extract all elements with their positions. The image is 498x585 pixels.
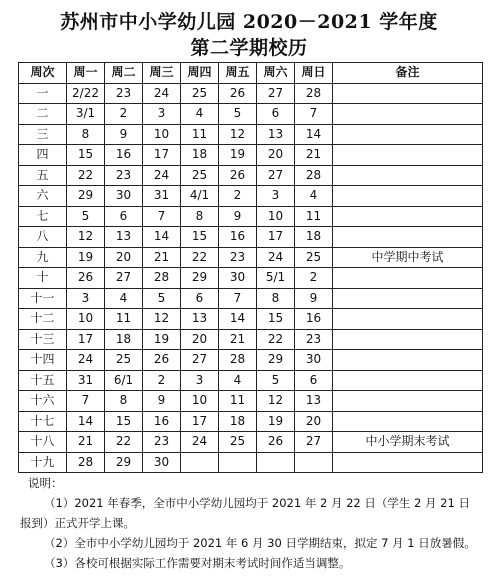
date-cell: 30 — [295, 350, 333, 371]
date-cell: 27 — [181, 350, 219, 371]
date-cell: 6 — [257, 104, 295, 125]
date-cell: 14 — [67, 411, 105, 432]
week-cell: 十 — [19, 268, 67, 289]
date-cell: 19 — [257, 411, 295, 432]
date-cell: 26 — [257, 432, 295, 453]
table-row — [19, 350, 483, 371]
date-cell: 4/1 — [181, 186, 219, 207]
date-cell: 18 — [181, 145, 219, 166]
week-cell: 十五 — [19, 370, 67, 391]
date-cell: 17 — [181, 411, 219, 432]
date-cell: 26 — [219, 83, 257, 104]
week-cell: 九 — [19, 247, 67, 268]
date-cell: 24 — [143, 83, 181, 104]
date-cell: 29 — [67, 186, 105, 207]
table-row — [19, 247, 483, 268]
date-cell: 28 — [143, 268, 181, 289]
date-cell: 9 — [295, 288, 333, 309]
week-cell: 十四 — [19, 350, 67, 371]
date-cell: 13 — [257, 124, 295, 145]
remark-cell — [333, 329, 483, 350]
date-cell: 9 — [143, 391, 181, 412]
date-cell: 23 — [143, 432, 181, 453]
date-cell: 30 — [143, 452, 181, 473]
week-cell: 三 — [19, 124, 67, 145]
date-cell: 30 — [219, 268, 257, 289]
date-cell: 10 — [67, 309, 105, 330]
table-row — [19, 309, 483, 330]
week-cell: 十三 — [19, 329, 67, 350]
date-cell: 21 — [67, 432, 105, 453]
column-header: 周四 — [181, 63, 219, 84]
table-row — [19, 227, 483, 248]
week-cell: 十八 — [19, 432, 67, 453]
date-cell: 16 — [105, 145, 143, 166]
date-cell: 8 — [181, 206, 219, 227]
date-cell: 7 — [219, 288, 257, 309]
table-row — [19, 104, 483, 125]
note-2: （2）全市中小学幼儿园均于 2021 年 6 月 30 日学期结束，拟定 7 月 1 日放暑假。 — [44, 536, 476, 550]
date-cell: 6/1 — [105, 370, 143, 391]
date-cell: 18 — [105, 329, 143, 350]
remark-cell — [333, 268, 483, 289]
date-cell: 9 — [219, 206, 257, 227]
date-cell: 26 — [143, 350, 181, 371]
table-row — [19, 186, 483, 207]
remark-cell — [333, 391, 483, 412]
date-cell: 13 — [105, 227, 143, 248]
date-cell — [257, 452, 295, 473]
date-cell: 13 — [295, 391, 333, 412]
date-cell: 26 — [219, 165, 257, 186]
date-cell: 11 — [181, 124, 219, 145]
remark-cell — [333, 350, 483, 371]
date-cell: 3/1 — [67, 104, 105, 125]
table-row — [19, 206, 483, 227]
date-cell: 8 — [105, 391, 143, 412]
date-cell: 14 — [219, 309, 257, 330]
date-cell: 27 — [295, 432, 333, 453]
page-title: 苏州市中小学幼儿园 2020－2021 学年度 — [60, 11, 438, 33]
date-cell: 11 — [105, 309, 143, 330]
date-cell: 25 — [181, 165, 219, 186]
date-cell: 3 — [143, 104, 181, 125]
date-cell: 18 — [219, 411, 257, 432]
date-cell: 4 — [105, 288, 143, 309]
date-cell: 31 — [67, 370, 105, 391]
remark-cell — [333, 452, 483, 473]
calendar-table — [18, 62, 483, 473]
date-cell — [219, 452, 257, 473]
column-header: 周一 — [67, 63, 105, 84]
note-1: （1）2021 年春季，全市中小学幼儿园均于 2021 年 2 月 22 日（学生 2 月 21 日 — [44, 496, 470, 510]
date-cell — [295, 452, 333, 473]
date-cell: 2/22 — [67, 83, 105, 104]
remark-cell — [333, 411, 483, 432]
date-cell: 12 — [257, 391, 295, 412]
week-cell: 一 — [19, 83, 67, 104]
date-cell: 12 — [143, 309, 181, 330]
table-row — [19, 452, 483, 473]
date-cell: 29 — [105, 452, 143, 473]
date-cell: 25 — [181, 83, 219, 104]
date-cell: 2 — [219, 186, 257, 207]
date-cell: 11 — [219, 391, 257, 412]
date-cell: 11 — [295, 206, 333, 227]
remark-cell: 中小学期末考试 — [333, 432, 483, 453]
date-cell: 7 — [295, 104, 333, 125]
note-3: （3）各校可根据实际工作需要对期末考试时间作适当调整。 — [44, 556, 351, 570]
date-cell: 19 — [219, 145, 257, 166]
column-header: 周次 — [19, 63, 67, 84]
date-cell: 10 — [143, 124, 181, 145]
date-cell: 17 — [143, 145, 181, 166]
date-cell: 6 — [295, 370, 333, 391]
date-cell: 22 — [67, 165, 105, 186]
date-cell: 2 — [105, 104, 143, 125]
remark-cell — [333, 83, 483, 104]
remark-cell — [333, 288, 483, 309]
date-cell: 28 — [67, 452, 105, 473]
date-cell: 20 — [105, 247, 143, 268]
week-cell: 十六 — [19, 391, 67, 412]
date-cell: 19 — [143, 329, 181, 350]
date-cell — [181, 452, 219, 473]
week-cell: 六 — [19, 186, 67, 207]
date-cell: 20 — [295, 411, 333, 432]
date-cell: 10 — [257, 206, 295, 227]
date-cell: 28 — [295, 83, 333, 104]
column-header: 周三 — [143, 63, 181, 84]
table-row — [19, 370, 483, 391]
date-cell: 23 — [295, 329, 333, 350]
date-cell: 22 — [105, 432, 143, 453]
column-header: 备注 — [333, 63, 483, 84]
table-row — [19, 432, 483, 453]
table-row — [19, 411, 483, 432]
date-cell: 12 — [219, 124, 257, 145]
remark-cell: 中学期中考试 — [333, 247, 483, 268]
date-cell: 8 — [257, 288, 295, 309]
date-cell: 3 — [67, 288, 105, 309]
date-cell: 6 — [105, 206, 143, 227]
date-cell: 17 — [257, 227, 295, 248]
date-cell: 2 — [143, 370, 181, 391]
date-cell: 20 — [257, 145, 295, 166]
date-cell: 16 — [219, 227, 257, 248]
week-cell: 十七 — [19, 411, 67, 432]
date-cell: 27 — [105, 268, 143, 289]
date-cell: 5 — [219, 104, 257, 125]
page-subtitle: 第二学期校历 — [190, 37, 308, 59]
date-cell: 3 — [257, 186, 295, 207]
column-header: 周日 — [295, 63, 333, 84]
date-cell: 25 — [295, 247, 333, 268]
date-cell: 10 — [181, 391, 219, 412]
date-cell: 6 — [181, 288, 219, 309]
remark-cell — [333, 104, 483, 125]
date-cell: 4 — [181, 104, 219, 125]
date-cell: 14 — [295, 124, 333, 145]
remark-cell — [333, 370, 483, 391]
week-cell: 二 — [19, 104, 67, 125]
date-cell: 29 — [257, 350, 295, 371]
notes-label: 说明： — [28, 476, 63, 490]
date-cell: 22 — [181, 247, 219, 268]
date-cell: 7 — [143, 206, 181, 227]
week-cell: 七 — [19, 206, 67, 227]
date-cell: 15 — [181, 227, 219, 248]
date-cell: 23 — [219, 247, 257, 268]
date-cell: 5 — [143, 288, 181, 309]
date-cell: 4 — [219, 370, 257, 391]
table-row — [19, 83, 483, 104]
notes-section — [20, 473, 483, 573]
date-cell: 5/1 — [257, 268, 295, 289]
date-cell: 2 — [295, 268, 333, 289]
date-cell: 15 — [105, 411, 143, 432]
date-cell: 7 — [67, 391, 105, 412]
date-cell: 24 — [257, 247, 295, 268]
week-cell: 十九 — [19, 452, 67, 473]
week-cell: 十一 — [19, 288, 67, 309]
remark-cell — [333, 206, 483, 227]
date-cell: 27 — [257, 165, 295, 186]
table-row — [19, 329, 483, 350]
remark-cell — [333, 227, 483, 248]
date-cell: 21 — [219, 329, 257, 350]
column-header: 周五 — [219, 63, 257, 84]
date-cell: 20 — [181, 329, 219, 350]
date-cell: 9 — [105, 124, 143, 145]
date-cell: 25 — [219, 432, 257, 453]
date-cell: 5 — [257, 370, 295, 391]
date-cell: 15 — [257, 309, 295, 330]
date-cell: 18 — [295, 227, 333, 248]
table-row — [19, 145, 483, 166]
week-cell: 四 — [19, 145, 67, 166]
week-cell: 八 — [19, 227, 67, 248]
note-1-continued: 报到）正式开学上课。 — [20, 516, 135, 530]
table-row — [19, 124, 483, 145]
date-cell: 17 — [67, 329, 105, 350]
date-cell: 29 — [181, 268, 219, 289]
date-cell: 25 — [105, 350, 143, 371]
date-cell: 27 — [257, 83, 295, 104]
date-cell: 21 — [143, 247, 181, 268]
date-cell: 15 — [67, 145, 105, 166]
date-cell: 31 — [143, 186, 181, 207]
date-cell: 19 — [67, 247, 105, 268]
date-cell: 23 — [105, 83, 143, 104]
remark-cell — [333, 309, 483, 330]
table-row — [19, 288, 483, 309]
header-row — [19, 63, 483, 84]
date-cell: 24 — [181, 432, 219, 453]
date-cell: 24 — [143, 165, 181, 186]
date-cell: 30 — [105, 186, 143, 207]
table-row — [19, 165, 483, 186]
column-header: 周六 — [257, 63, 295, 84]
table-row — [19, 391, 483, 412]
date-cell: 16 — [295, 309, 333, 330]
date-cell: 3 — [181, 370, 219, 391]
date-cell: 5 — [67, 206, 105, 227]
week-cell: 五 — [19, 165, 67, 186]
remark-cell — [333, 145, 483, 166]
date-cell: 24 — [67, 350, 105, 371]
remark-cell — [333, 186, 483, 207]
date-cell: 21 — [295, 145, 333, 166]
date-cell: 26 — [67, 268, 105, 289]
date-cell: 22 — [257, 329, 295, 350]
date-cell: 28 — [219, 350, 257, 371]
date-cell: 13 — [181, 309, 219, 330]
table-row — [19, 268, 483, 289]
date-cell: 4 — [295, 186, 333, 207]
date-cell: 12 — [67, 227, 105, 248]
remark-cell — [333, 124, 483, 145]
date-cell: 23 — [105, 165, 143, 186]
column-header: 周二 — [105, 63, 143, 84]
week-cell: 十二 — [19, 309, 67, 330]
date-cell: 28 — [295, 165, 333, 186]
remark-cell — [333, 165, 483, 186]
date-cell: 14 — [143, 227, 181, 248]
date-cell: 8 — [67, 124, 105, 145]
date-cell: 16 — [143, 411, 181, 432]
